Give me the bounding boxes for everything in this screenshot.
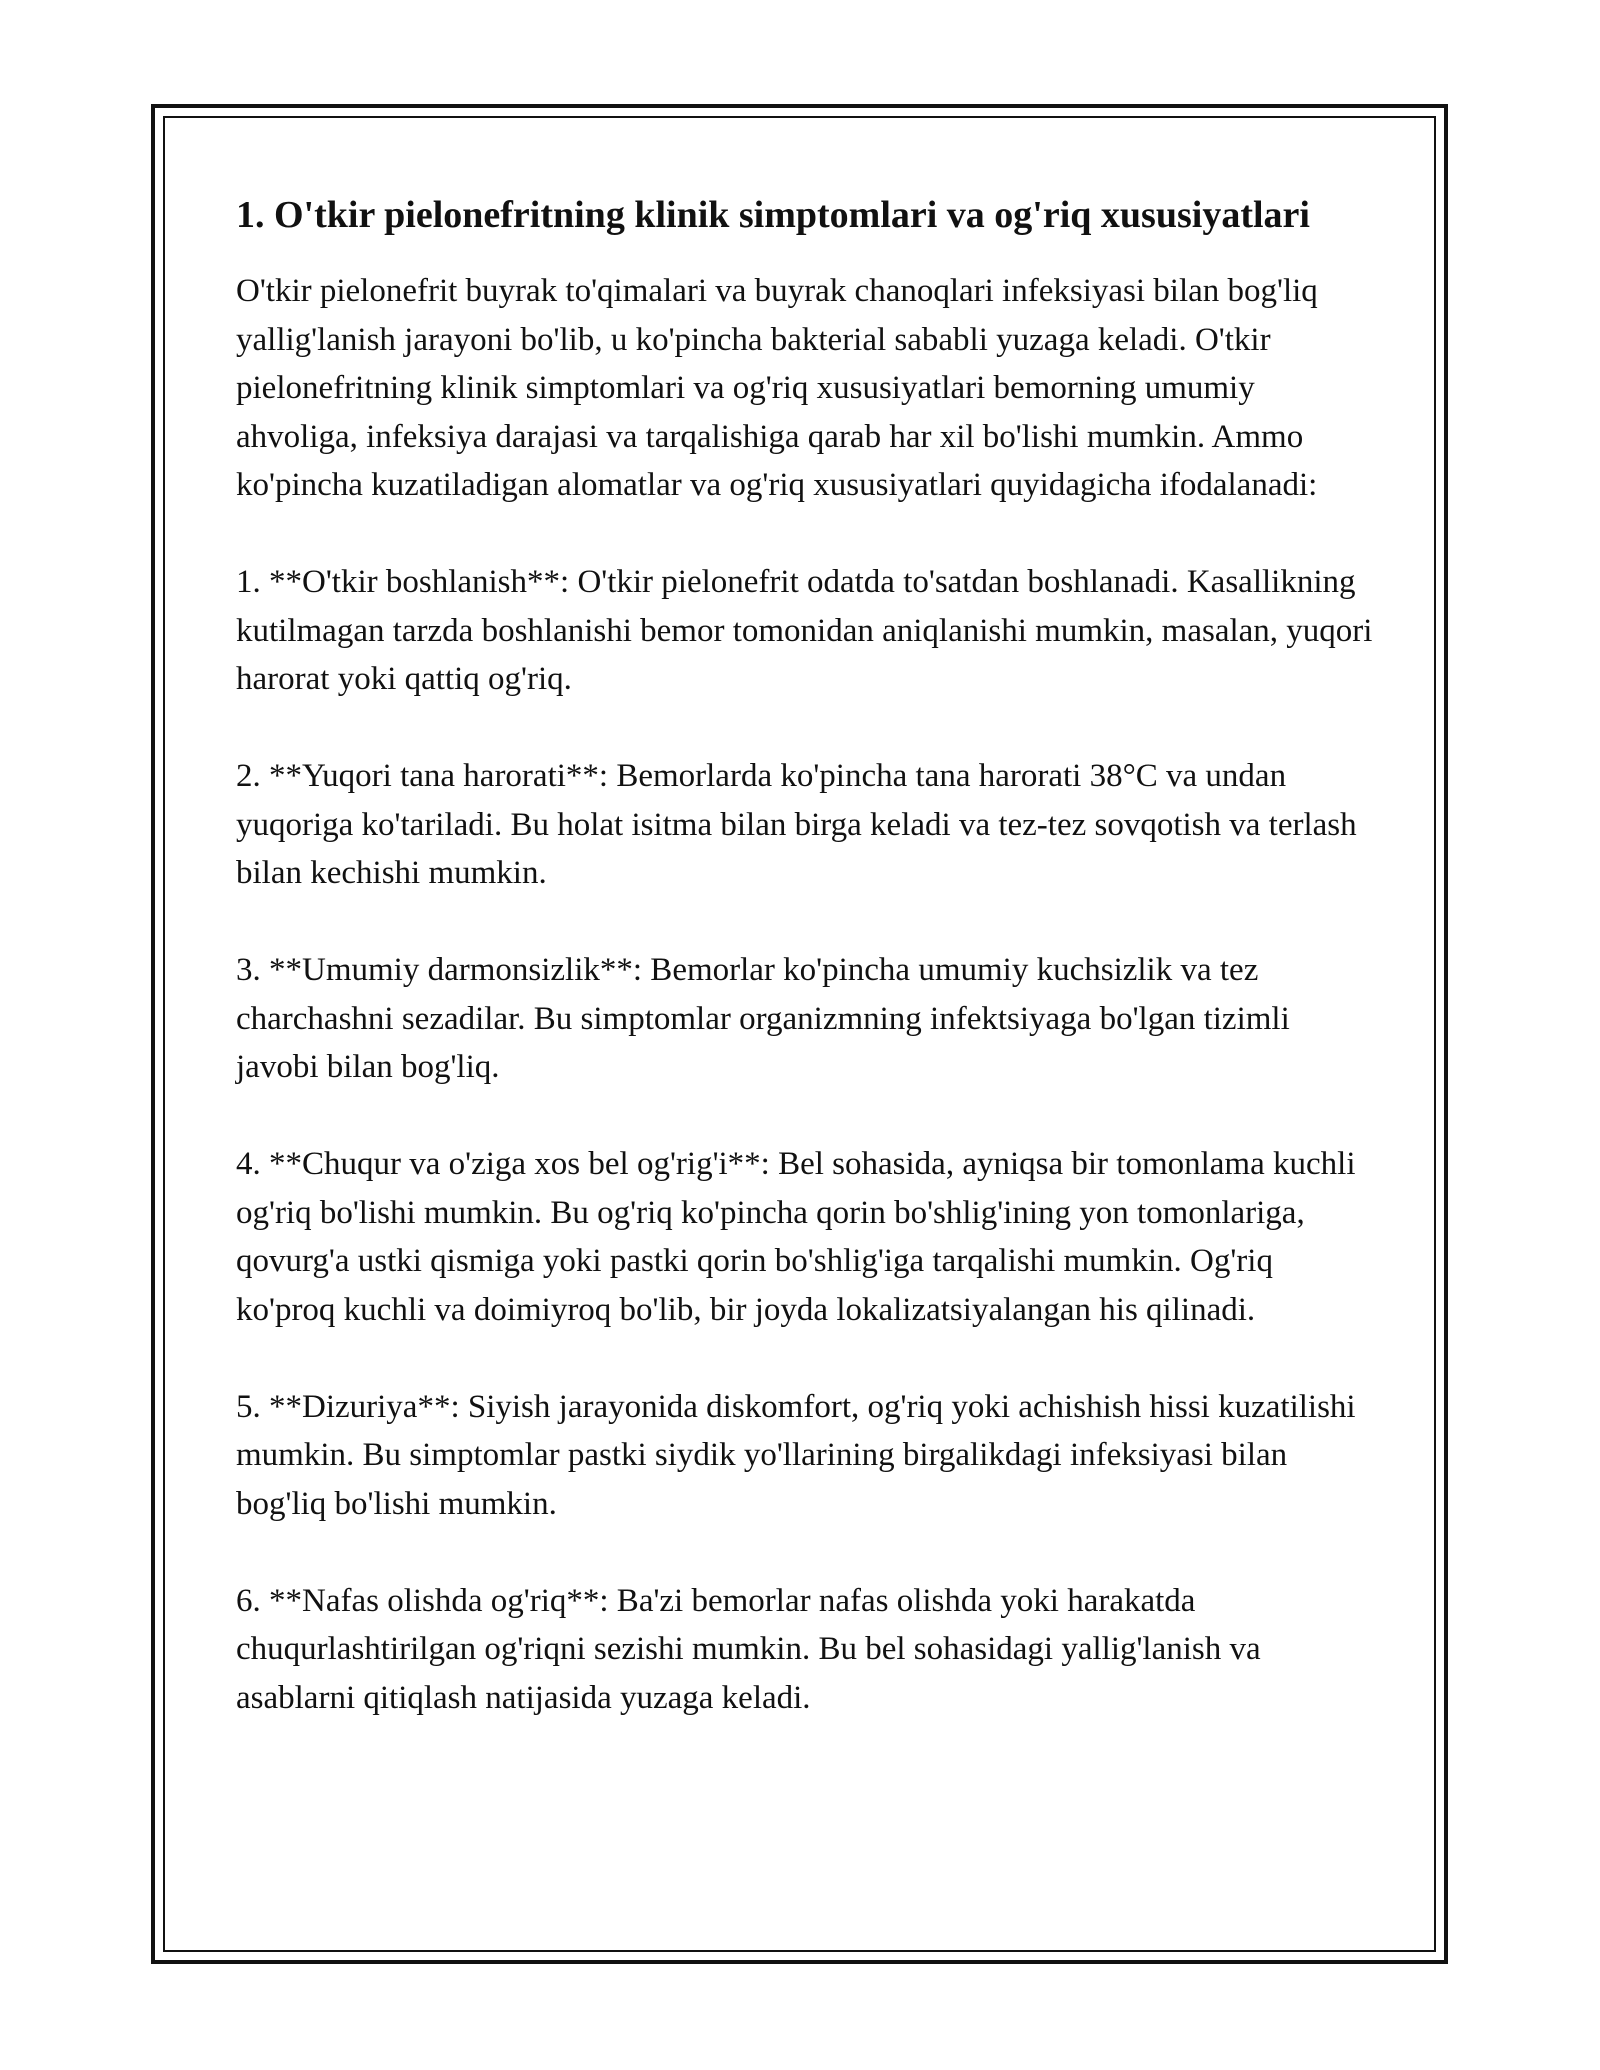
list-item-5: 5. **Dizuriya**: Siyish jarayonida diskomfort, og'riq yoki achishish hissi kuzatilishi mumkin. Bu simptomlar pastki siydik yo'llarining birgalikdagi infeksiyasi bilan bog'liq bo'lishi mumkin.: [236, 1388, 1356, 1522]
list-item-3: 3. **Umumiy darmonsizlik**: Bemorlar ko'pincha umumiy kuchsizlik va tez charchashni sezadilar. Bu simptomlar organizmning infektsiyaga bo'lgan tizimli javobi bilan bog'liq.: [236, 952, 1290, 1085]
list-item-2: 2. **Yuqori tana harorati**: Bemorlarda ko'pincha tana harorati 38°C va undan yuqoriga ko'tariladi. Bu holat isitma bilan birga keladi va tez-tez sovqotish va terlash bilan kechishi mumkin.: [236, 758, 1357, 891]
list-item-6: 6. **Nafas olishda og'riq**: Ba'zi bemorlar nafas olishda yoki harakatda chuqurlashtirilgan og'riqni sezishi mumkin. Bu bel sohasidagi yallig'lanish va asablarni qitiqlash natijasida yuzaga keladi.: [236, 1582, 1261, 1716]
page-title: 1. O'tkir pielonefritning klinik simptomlari va og'riq xususiyatlari: [236, 194, 1310, 236]
list-item-4: 4. **Chuqur va o'ziga xos bel og'rig'i**: Bel sohasida, ayniqsa bir tomonlama kuchli og'riq bo'lishi mumkin. Bu og'riq ko'pincha qorin bo'shlig'ining yon tomonlariga, qovurg'a ustki qismiga yoki pastki qorin bo'shlig'iga tarqalishi mumkin. Og'riq ko'proq kuchli va doimiyroq bo'lib, bir joyda lokalizatsiyalangan his qilinadi.: [236, 1146, 1356, 1328]
list-item-1: 1. **O'tkir boshlanish**: O'tkir pielonefrit odatda to'satdan boshlanadi. Kasallikning kutilmagan tarzda boshlanishi bemor tomonidan aniqlanishi mumkin, masalan, yuqori harorat yoki qattiq og'riq.: [236, 564, 1373, 697]
intro-paragraph: O'tkir pielonefrit buyrak to'qimalari va buyrak chanoqlari infeksiyasi bilan bog'liq yallig'lanish jarayoni bo'lib, u ko'pincha bakterial sababli yuzaga keladi. O'tkir pielonefritning klinik simptomlari va og'riq xususiyatlari bemorning umumiy ahvoliga, infeksiya darajasi va tarqalishiga qarab har xil bo'lishi mumkin. Ammo ko'pincha kuzatiladigan alomatlar va og'riq xususiyatlari quyidagicha ifodalanadi:: [236, 273, 1318, 503]
document-body: [236, 188, 1376, 1771]
